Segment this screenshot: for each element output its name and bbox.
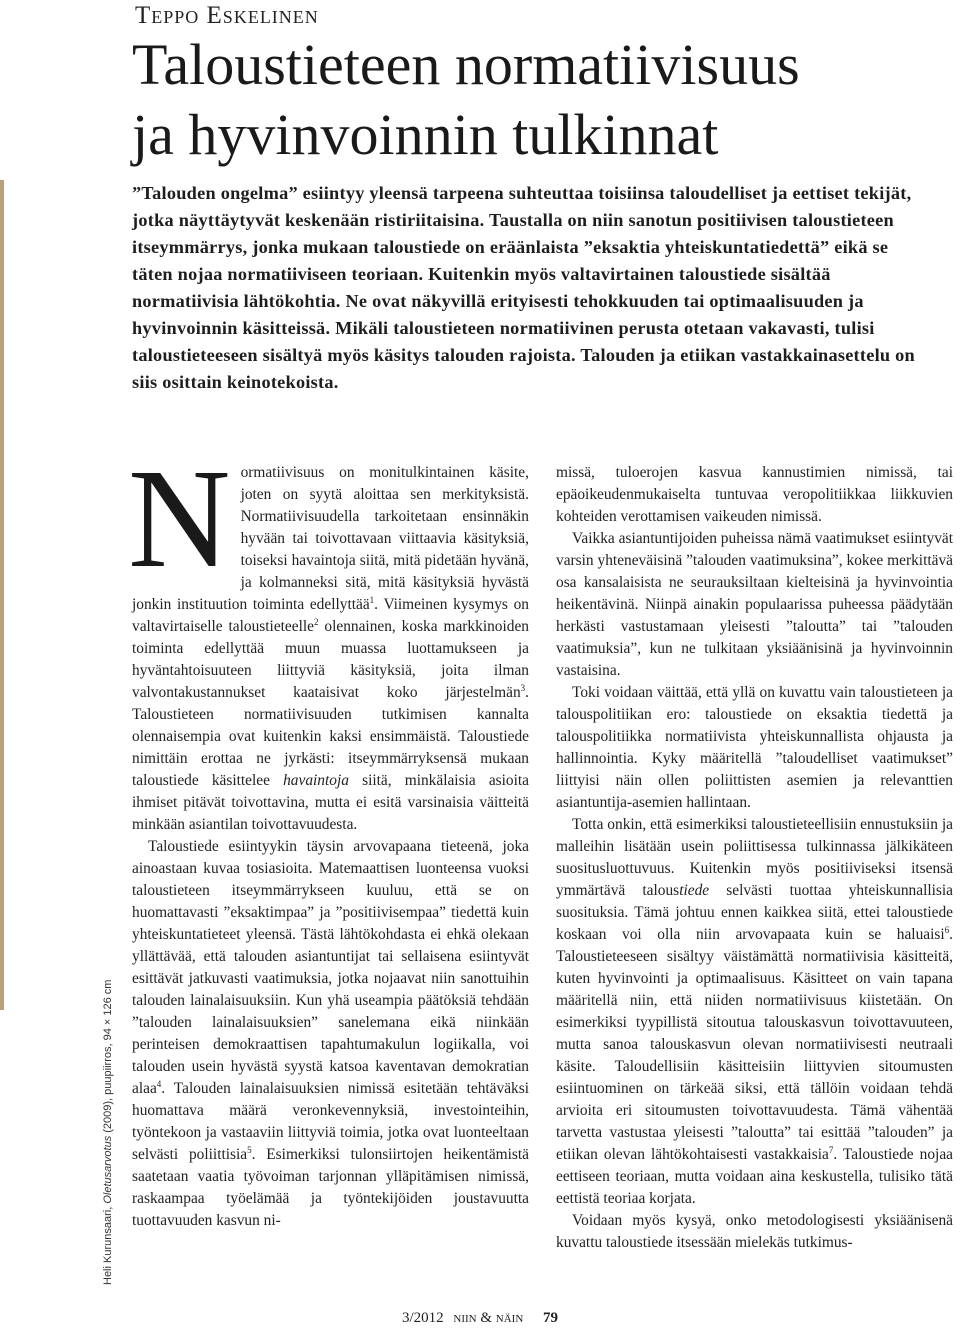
paragraph-6: Totta onkin, että esimerkiksi taloustieteellisiin ennustuksiin ja malleihin lisätään usein poliittisessa tulkinnassa jälkikäteen suositusluottuvuus. Kuitenkin myös positiiviseksi itsensä ymmärtävä taloustiede selvästi tuottaa yhteiskunnallisia suosituksia. Tämä johtuu ennen kaikkea siitä, ettei taloustiede koskaan voi olla niin arvovapaata kuin se haluaisi$^6$. Taloustieteeseen sisältyy väistämättä normatiivisia käsitteitä, kuten hyvinvointi ja optimaalisuus. Käsitteet on vain tapana määritellä niin, että niiden normatiivisuus kiistetään. On esimerkiksi tyypillistä sitoutua talouskasvun toivottavuuteen, mutta sanoa talouskasvun olevan normatiivisesti neutraali käsite. Taloudellisiin käsitteisiin liittyvien sitoumusten esiintuominen on tärkeää siksi, että tällöin voidaan tehdä arvioita eri sitoumusten toivottavuudesta. Tämä vähentää tarvetta vastustaa yleisesti ”taloutta” tai esittää ”talouden” ja etiikan olevan lähtökohtaisesti vastakkaisia$^7$. Taloustiede nojaa eettiseen teoriaan, mutta voidaan aina keskustella, tulisiko tätä eettistä teoriaa korjata. (556, 816, 954, 1207)
article-author: Teppo Eskelinen (135, 2, 319, 29)
title-line-1: Taloustieteen normatiivisuus (132, 32, 800, 97)
paragraph-4: Vaikka asiantuntijoiden puheissa nämä vaatimukset esiintyvät varsin yhteneväisinä ”talouden vaatimuksina”, kokee merkittävä osa kansalaisista ne seurauksiltaan kielteisinä ja hyvinvointia heikentävinä. Niinpä ainakin populaarissa puheessa päädytään herkästi vastustamaan yleisesti ”taloutta” tai ”talouden vaatimuksia”, kun ne tulkitaan yksiäänisinä ja hyvinvoinnin vastaisina. (556, 530, 953, 679)
paragraph-2: Taloustiede esiintyykin täysin arvovapaana tieteenä, joka ainoastaan kuvaa tosiasioita. Matemaattisen luonteensa vuoksi taloustieteen itseymmärrykseen kuuluu, että se on huomattavasti ”eksaktimpaa” ja ”positiivisempaa” tiedettä kuin yhteiskuntatieteet yleensä. Tästä lähtökohdasta ei ehkä olekaan yllättävää, että talouden asiantuntijat tai sellaisena esiintyvät esittävät jatkuvasti vaatimuksia, jotka nojaavat niin sanottuihin talouden lainalaisuuksiin. Kun yhä useampia päätöksiä tehdään ”talouden lainalaisuuksien” sanelemana eikä niinkään perinteisen demokraattisen tapahtumakulun logiikalla, voi talouden usein hyvästä syystä katsoa kaventavan demokratian alaa$^4$. Talouden lainalaisuuksien nimissä esitetään tehtäväksi huomattava määrä veronkevennyksiä, investointeihin, työntekoon ja vastaaviin liittyviä toimia, jotka ovat luonteeltaan selvästi poliittisia$^5$. Esimerkiksi tulonsiirtojen heikentämistä saatetaan vaatia työvoiman tarjonnan ylläpitämisen nimissä, raskaampaa työelämää ja työntekijöiden joustavuutta tuottavuuden kasvun ni- (132, 838, 529, 1229)
paragraph-1: Normatiivisuus on monitulkintainen käsite, joten on syytä aloittaa sen merkityksistä. Normatiivisuudella tarkoitetaan ensinnäkin hyvään tai toivottavaan viittaavia käsityksiä, toiseksi havaintoja siitä, mitä pidetään hyvänä, ja kolmanneksi sitä, mitä käsityksiä hyvästä jonkin instituution toiminta edellyttää$^1$. Viimeinen kysymys on valtavirtaiselle taloustieteelle$^2$ olennainen, koska markkinoiden toiminta edellyttää muun muassa luottamukseen ja hyväntahtoisuuteen liittyviä käsityksiä, joita ilman valvontakustannukset kaataisivat koko järjestelmän$^3$. Taloustieteen normatiivisuuden tutkimisen kannalta olennaisempia ovat kuitenkin kaksi ensimmäistä. Taloustiede nimittäin erottaa ne jyrkästi: itseymmärryksensä mukaan taloustiede käsittelee havaintoja siitä, minkälaisia asioita ihmiset pitävät toivottavina, mutta ei esitä varsinaisia väitteitä minkään asiantilan toivottavuudesta. (128, 439, 530, 833)
body-column-2 (556, 462, 953, 1254)
page-number: 79 (543, 1310, 559, 1326)
page-edge-decoration (0, 180, 4, 1010)
footnote-ref-6: 6 (944, 924, 950, 935)
footnote-ref-3: 3 (520, 682, 526, 693)
footnote-ref-1: 1 (369, 594, 375, 605)
footnote-ref-5: 5 (247, 1144, 252, 1155)
paragraph-3: missä, tuloerojen kasvua kannustimien nimissä, tai epäoikeudenmukaiselta tuntuvaa veropolitiikkaa liikkuvien kohteiden verottamisen vaikeuden nimissä. (556, 464, 953, 525)
article-lead: ”Talouden ongelma” esiintyy yleensä tarpeena suhteuttaa toisiinsa taloudelliset ja eettiset tekijät, jotka näyttäytyvät keskenään ristiriitaisina. Taustalla on niin sanotun positiivisen taloustieteen itseymmärrys, jonka mukaan taloustiede on eräänlaista ”eksaktia yhteiskuntatiedettä” eikä se täten nojaa normatiiviseen teoriaan. Kuitenkin myös valtavirtainen taloustiede sisältää normatiivisia lähtökohtia. Ne ovat näkyvillä erityisesti tehokkuuden tai optimaalisuuden ja hyvinvoinnin käsitteissä. Mikäli taloustieteen normatiivinen perusta otetaan vakavasti, tulisi taloustieteeseen sisältyä myös käsitys talouden rajoista. Talouden ja etiikan vastakkainasettelu on siis osittain keinotekoista. (132, 183, 915, 392)
image-credit: Heli Kurunsaari, Oletusarvotus (2009), puupiirros, 94 × 126 cm (102, 979, 114, 1285)
footnote-ref-4: 4 (156, 1078, 162, 1089)
paragraph-5: Toki voidaan väittää, että yllä on kuvattu vain taloustieteen ja talouspolitiikan ero: taloustiede on eksaktia tiedettä ja talouspolitiikka normatiivista yhteiskunnallista ohjausta ja hallinnointia. Kyky määritellä ”taloudelliset vaatimukset” liittyisi näin ollen poliittisten asemien ja relevanttien asiantuntija-asemien hallintaan. (556, 684, 953, 811)
magazine-name: niin & näin (453, 1310, 524, 1326)
page-footer (0, 1310, 960, 1327)
article-title (132, 30, 800, 170)
footnote-ref-7: 7 (828, 1144, 834, 1155)
issue-number: 3/2012 (401, 1310, 444, 1326)
paragraph-7: Voidaan myös kysyä, onko metodologisesti yksiäänisenä kuvattu taloustiede itsessään mielekäs tutkimus- (556, 1212, 953, 1251)
body-column-1 (128, 439, 530, 1232)
title-line-2: ja hyvinvoinnin tulkinnat (132, 102, 719, 167)
drop-cap: N (128, 439, 231, 597)
footnote-ref-2: 2 (313, 616, 319, 627)
